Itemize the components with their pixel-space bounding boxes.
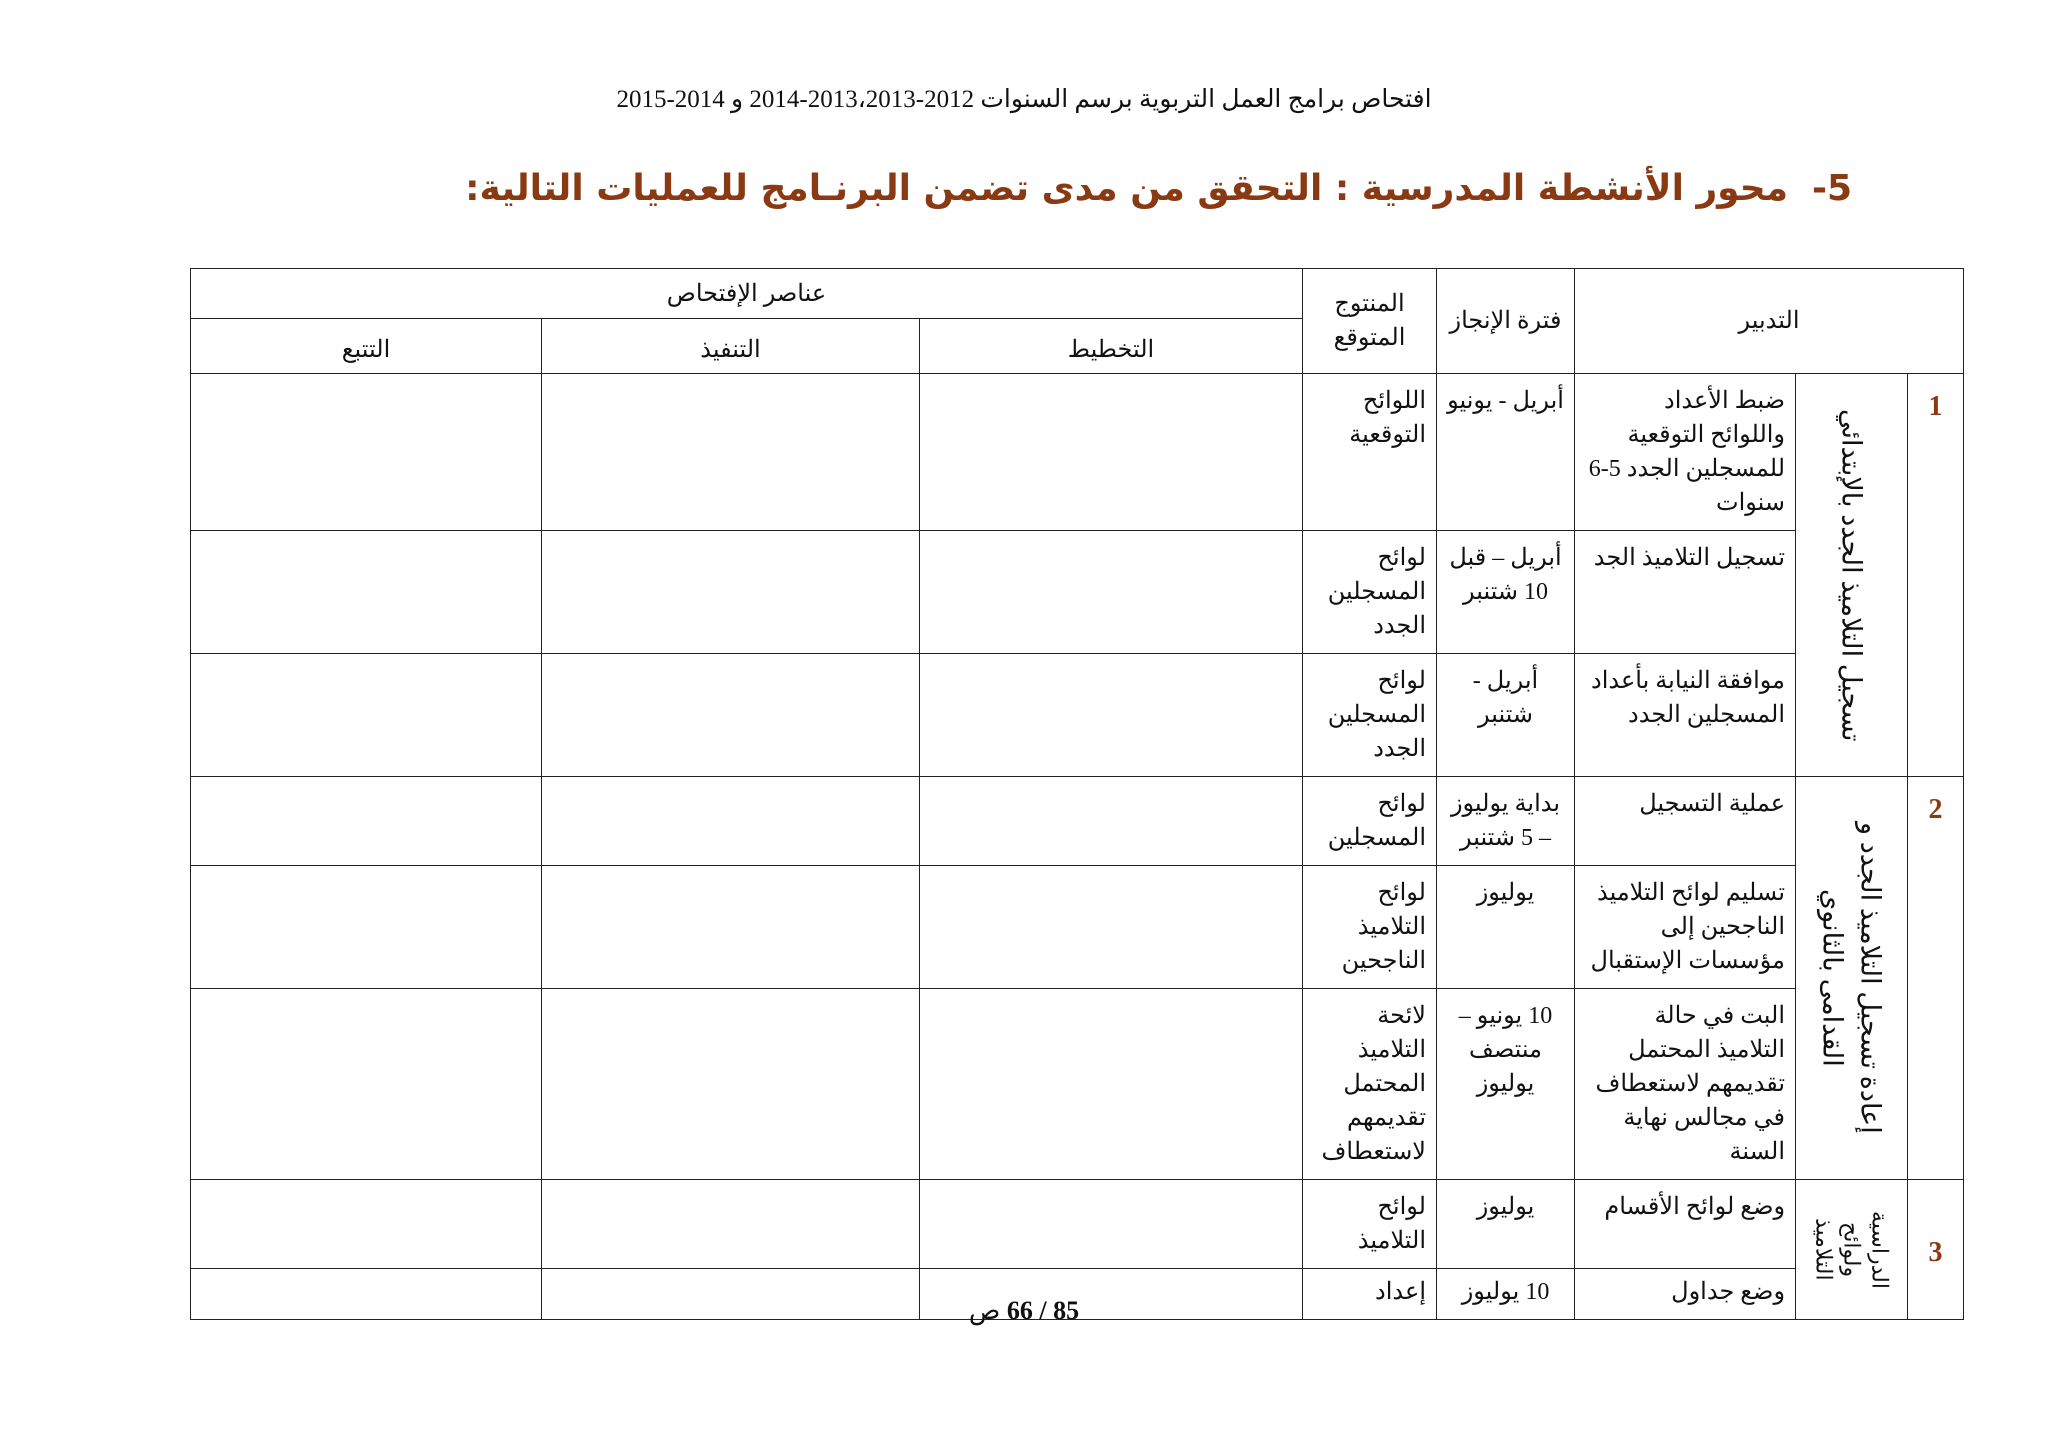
execution-cell[interactable] <box>542 866 920 989</box>
planning-cell[interactable] <box>920 654 1303 777</box>
period-cell: أبريل – قبل 10 شتنبر <box>1437 531 1575 654</box>
group-axis <box>1796 374 1908 777</box>
planning-cell[interactable] <box>920 989 1303 1180</box>
product-cell: لوائح التلاميذ الناجحين <box>1303 866 1437 989</box>
followup-cell[interactable] <box>191 866 542 989</box>
measure-cell: موافقة النيابة بأعداد المسجلين الجدد <box>1575 654 1796 777</box>
group-axis-label: الدراسية ولوائح التلاميذ <box>1811 1210 1893 1289</box>
header-period: فترة الإنجاز <box>1437 269 1575 374</box>
page-total: 66 <box>1006 1296 1033 1325</box>
product-cell: لوائح المسجلين الجدد <box>1303 654 1437 777</box>
measure-cell: تسجيل التلاميذ الجد <box>1575 531 1796 654</box>
followup-cell[interactable] <box>191 777 542 866</box>
table-row <box>191 866 1964 989</box>
section-title: محور الأنشطة المدرسية : التحقق من مدى تضمن البرنـامج للعمليات التالية: <box>465 168 1788 209</box>
execution-cell[interactable] <box>542 654 920 777</box>
header-measure: التدبير <box>1575 269 1964 374</box>
measure-cell: تسليم لوائح التلاميذ الناجحين إلى مؤسسات الإستقبال <box>1575 866 1796 989</box>
product-cell: لوائح المسجلين الجدد <box>1303 531 1437 654</box>
period-cell: يوليوز <box>1437 866 1575 989</box>
planning-cell[interactable] <box>920 866 1303 989</box>
period-cell: أبريل - يونيو <box>1437 374 1575 531</box>
period-cell: بداية يوليوز – 5 شتنبر <box>1437 777 1575 866</box>
document-header: افتحاص برامج العمل التربوية برسم السنوات 2012-2013،2013-2014 و 2014-2015 <box>616 86 1432 113</box>
product-cell: اللوائح التوقعية <box>1303 374 1437 531</box>
section-heading <box>465 168 1852 209</box>
followup-cell[interactable] <box>191 531 542 654</box>
group-number: 2 <box>1908 777 1964 1180</box>
group-axis-label: إعادة تسجيل التلاميذ الجدد و القدامى بالثانوي <box>1817 822 1886 1134</box>
header-audit-elements: عناصر الإفتحاص <box>191 269 1303 319</box>
planning-cell[interactable] <box>920 374 1303 531</box>
table-row <box>191 989 1964 1180</box>
header-planning: التخطيط <box>920 319 1303 374</box>
followup-cell[interactable] <box>191 374 542 531</box>
header-row-top <box>191 269 1964 319</box>
execution-cell[interactable] <box>542 989 920 1180</box>
group-number: 1 <box>1908 374 1964 777</box>
measure-cell: ضبط الأعداد واللوائح التوقعية للمسجلين الجدد 5-6 سنوات <box>1575 374 1796 531</box>
header-followup: التتبع <box>191 319 542 374</box>
period-cell: أبريل - شتنبر <box>1437 654 1575 777</box>
audit-table <box>190 268 1964 1320</box>
execution-cell[interactable] <box>542 1180 920 1269</box>
header-product: المنتوج المتوقع <box>1303 269 1437 374</box>
table-row <box>191 374 1964 531</box>
product-cell: لائحة التلاميذ المحتمل تقديمهم لاستعطاف <box>1303 989 1437 1180</box>
measure-cell: وضع جداول <box>1575 1269 1796 1320</box>
followup-cell[interactable] <box>191 654 542 777</box>
followup-cell[interactable] <box>191 1180 542 1269</box>
measure-cell: البت في حالة التلاميذ المحتمل تقديمهم لاستعطاف في مجالس نهاية السنة <box>1575 989 1796 1180</box>
measure-cell: عملية التسجيل <box>1575 777 1796 866</box>
product-cell: لوائح المسجلين <box>1303 777 1437 866</box>
planning-cell[interactable] <box>920 777 1303 866</box>
followup-cell[interactable] <box>191 989 542 1180</box>
table-row <box>191 777 1964 866</box>
group-number: 3 <box>1908 1180 1964 1320</box>
table-row <box>191 531 1964 654</box>
measure-cell: وضع لوائح الأقسام <box>1575 1180 1796 1269</box>
product-cell: لوائح التلاميذ <box>1303 1180 1437 1269</box>
page-footer <box>0 1296 2048 1326</box>
period-cell: 10 يوليوز <box>1437 1269 1575 1320</box>
planning-cell[interactable] <box>920 531 1303 654</box>
execution-cell[interactable] <box>542 374 920 531</box>
page-separator: / <box>1039 1296 1047 1325</box>
execution-cell[interactable] <box>542 777 920 866</box>
page-current: 85 <box>1053 1296 1080 1325</box>
table-row <box>191 1180 1964 1269</box>
period-cell: يوليوز <box>1437 1180 1575 1269</box>
execution-cell[interactable] <box>542 531 920 654</box>
planning-cell[interactable] <box>920 1180 1303 1269</box>
group-axis-label: تسجيل التلاميذ الجدد بالإبتدائي <box>1836 408 1867 742</box>
group-axis <box>1796 777 1908 1180</box>
section-number: 5- <box>1811 168 1852 209</box>
table-row <box>191 654 1964 777</box>
page-suffix: ص <box>968 1296 1001 1325</box>
product-cell: إعداد <box>1303 1269 1437 1320</box>
header-execution: التنفيذ <box>542 319 920 374</box>
period-cell: 10 يونيو – منتصف يوليوز <box>1437 989 1575 1180</box>
